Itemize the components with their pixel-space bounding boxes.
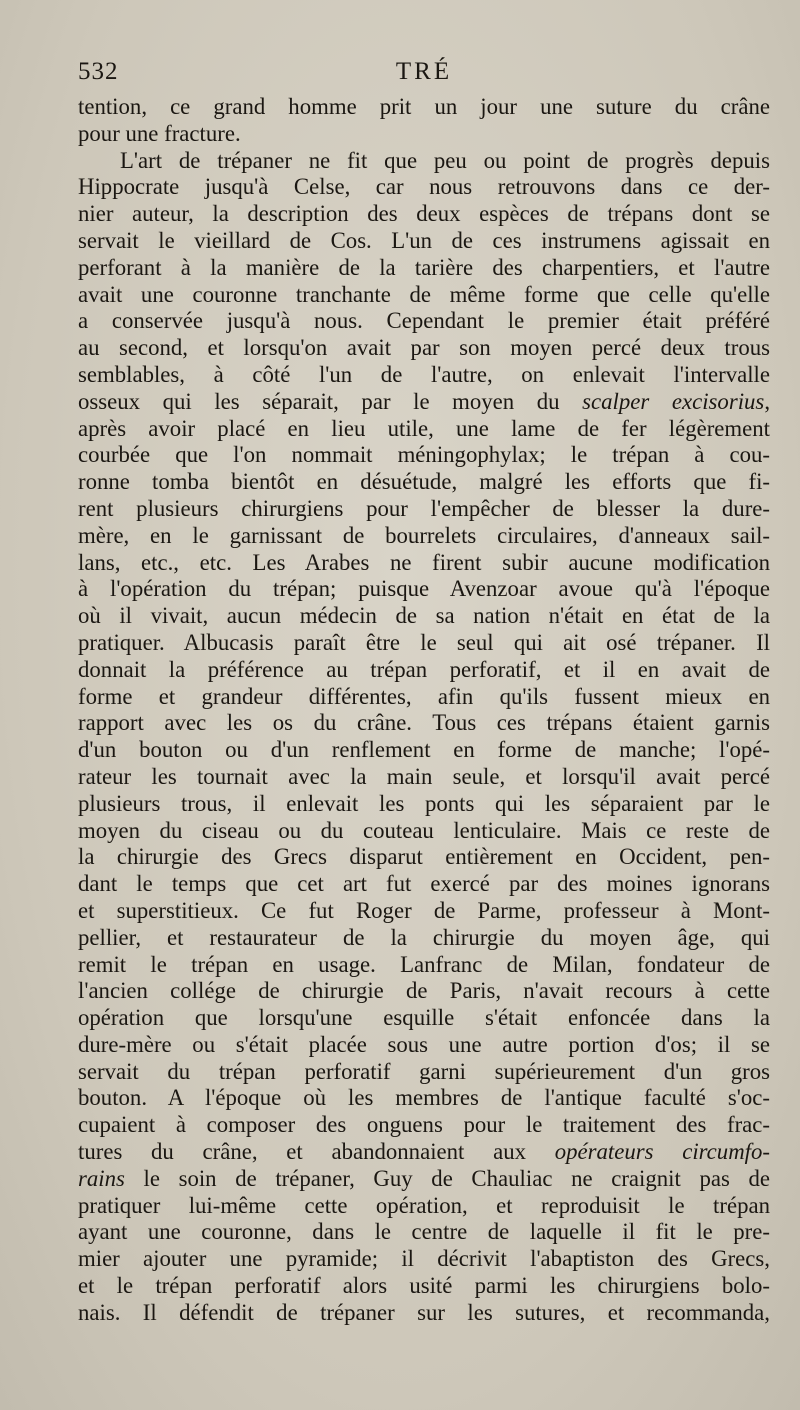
text-line: mère, en le garnissant de bourrelets circulaires, d'anneaux sail-	[78, 522, 770, 548]
text-line: opération que lorsqu'une esquille s'était enfoncée dans la	[78, 1005, 770, 1031]
text-line: d'un bouton ou d'un renflement en forme de manche; l'opé-	[78, 737, 770, 763]
text-line: au second, et lorsqu'on avait par son moyen percé deux trous	[78, 335, 770, 361]
text-line: semblables, à côté l'un de l'autre, on enlevait l'intervalle	[78, 361, 770, 387]
text-line: servait du trépan perforatif garni supérieurement d'un gros	[78, 1058, 770, 1084]
text-line: rent plusieurs chirurgiens pour l'empêcher de blesser la dure-	[78, 495, 770, 521]
text-line: servait le vieillard de Cos. L'un de ces instrumens agissait en	[78, 227, 770, 253]
text-line: la chirurgie des Grecs disparut entièrement en Occident, pen-	[78, 844, 770, 870]
italic-term: opérateurs circumfo-	[554, 1139, 770, 1165]
text-run: le soin de trépaner, Guy de Chauliac ne craignit pas de	[124, 1165, 770, 1191]
text-line: et superstitieux. Ce fut Roger de Parme, professeur à Mont-	[78, 897, 770, 923]
text-run: ,	[764, 388, 770, 414]
text-line: tention, ce grand homme prit un jour une suture du crâne	[78, 94, 770, 119]
text-line: où il vivait, aucun médecin de sa nation n'était en état de la	[78, 603, 770, 629]
text-line: avait une couronne tranchante de même forme que celle qu'elle	[78, 281, 770, 307]
text-line	[78, 1166, 770, 1193]
text-line: après avoir placé en lieu utile, une lame de fer légèrement	[78, 415, 770, 441]
italic-term: rains	[78, 1165, 125, 1191]
text-line: l'ancien collége de chirurgie de Paris, n'avait recours à cette	[78, 978, 770, 1004]
text-line: mier ajouter une pyramide; il décrivit l'abaptiston des Grecs,	[78, 1246, 770, 1272]
text-line: rapport avec les os du crâne. Tous ces trépans étaient garnis	[78, 710, 770, 736]
page-number: 532	[78, 58, 119, 85]
text-line: ronne tomba bientôt en désuétude, malgré les efforts que fi-	[78, 469, 770, 495]
text-line: dant le temps que cet art fut exercé par des moines ignorans	[78, 871, 770, 897]
text-line: cupaient à composer des onguens pour le traitement des frac-	[78, 1112, 770, 1138]
body-text	[78, 94, 770, 1327]
text-line: à l'opération du trépan; puisque Avenzoar avoue qu'à l'époque	[78, 576, 770, 602]
text-line: pratiquer. Albucasis paraît être le seul qui ait osé trépaner. Il	[78, 629, 770, 655]
text-line: donnait la préférence au trépan perforatif, et il en avait de	[78, 656, 770, 682]
text-line: plusieurs trous, il enlevait les ponts qui les séparaient par le	[78, 790, 770, 816]
text-line: ayant une couronne, dans le centre de laquelle il fit le pre-	[78, 1219, 770, 1245]
running-title: TRÉ	[395, 58, 453, 85]
text-line: dure-mère ou s'était placée sous une autre portion d'os; il se	[78, 1031, 770, 1057]
text-line: bouton. A l'époque où les membres de l'antique faculté s'oc-	[78, 1085, 770, 1111]
text-line: L'art de trépaner ne fit que peu ou point de progrès depuis	[120, 147, 770, 173]
text-line: perforant à la manière de la tarière des charpentiers, et l'autre	[78, 254, 770, 280]
text-line: pour une fracture.	[78, 120, 241, 146]
text-line: courbée que l'on nommait méningophylax; le trépan à cou-	[78, 442, 770, 468]
text-line: Hippocrate jusqu'à Celse, car nous retrouvons dans ce der-	[78, 174, 770, 200]
text-line	[78, 389, 770, 416]
text-line: moyen du ciseau ou du couteau lenticulaire. Mais ce reste de	[78, 817, 770, 843]
text-line: pellier, et restaurateur de la chirurgie du moyen âge, qui	[78, 924, 770, 950]
text-run: tures du crâne, et abandonnaient aux	[78, 1139, 555, 1165]
text-line: remit le trépan en usage. Lanfranc de Milan, fondateur de	[78, 951, 770, 977]
text-line: forme et grandeur différentes, afin qu'ils fussent mieux en	[78, 683, 770, 709]
text-line: a conservée jusqu'à nous. Cependant le premier était préféré	[78, 308, 770, 334]
text-line: et le trépan perforatif alors usité parmi les chirurgiens bolo-	[78, 1273, 770, 1299]
italic-term: scalper excisorius	[582, 388, 765, 414]
running-head	[78, 58, 770, 94]
text-line: pratiquer lui-même cette opération, et reproduisit le trépan	[78, 1192, 770, 1218]
text-line: nais. Il défendit de trépaner sur les sutures, et recommanda,	[78, 1299, 770, 1325]
text-run: osseux qui les séparait, par le moyen du	[78, 388, 583, 414]
text-line: nier auteur, la description des deux espèces de trépans dont se	[78, 201, 770, 227]
text-line	[78, 1139, 770, 1166]
text-line: rateur les tournait avec la main seule, et lorsqu'il avait percé	[78, 763, 770, 789]
text-line: lans, etc., etc. Les Arabes ne firent subir aucune modification	[78, 549, 770, 575]
